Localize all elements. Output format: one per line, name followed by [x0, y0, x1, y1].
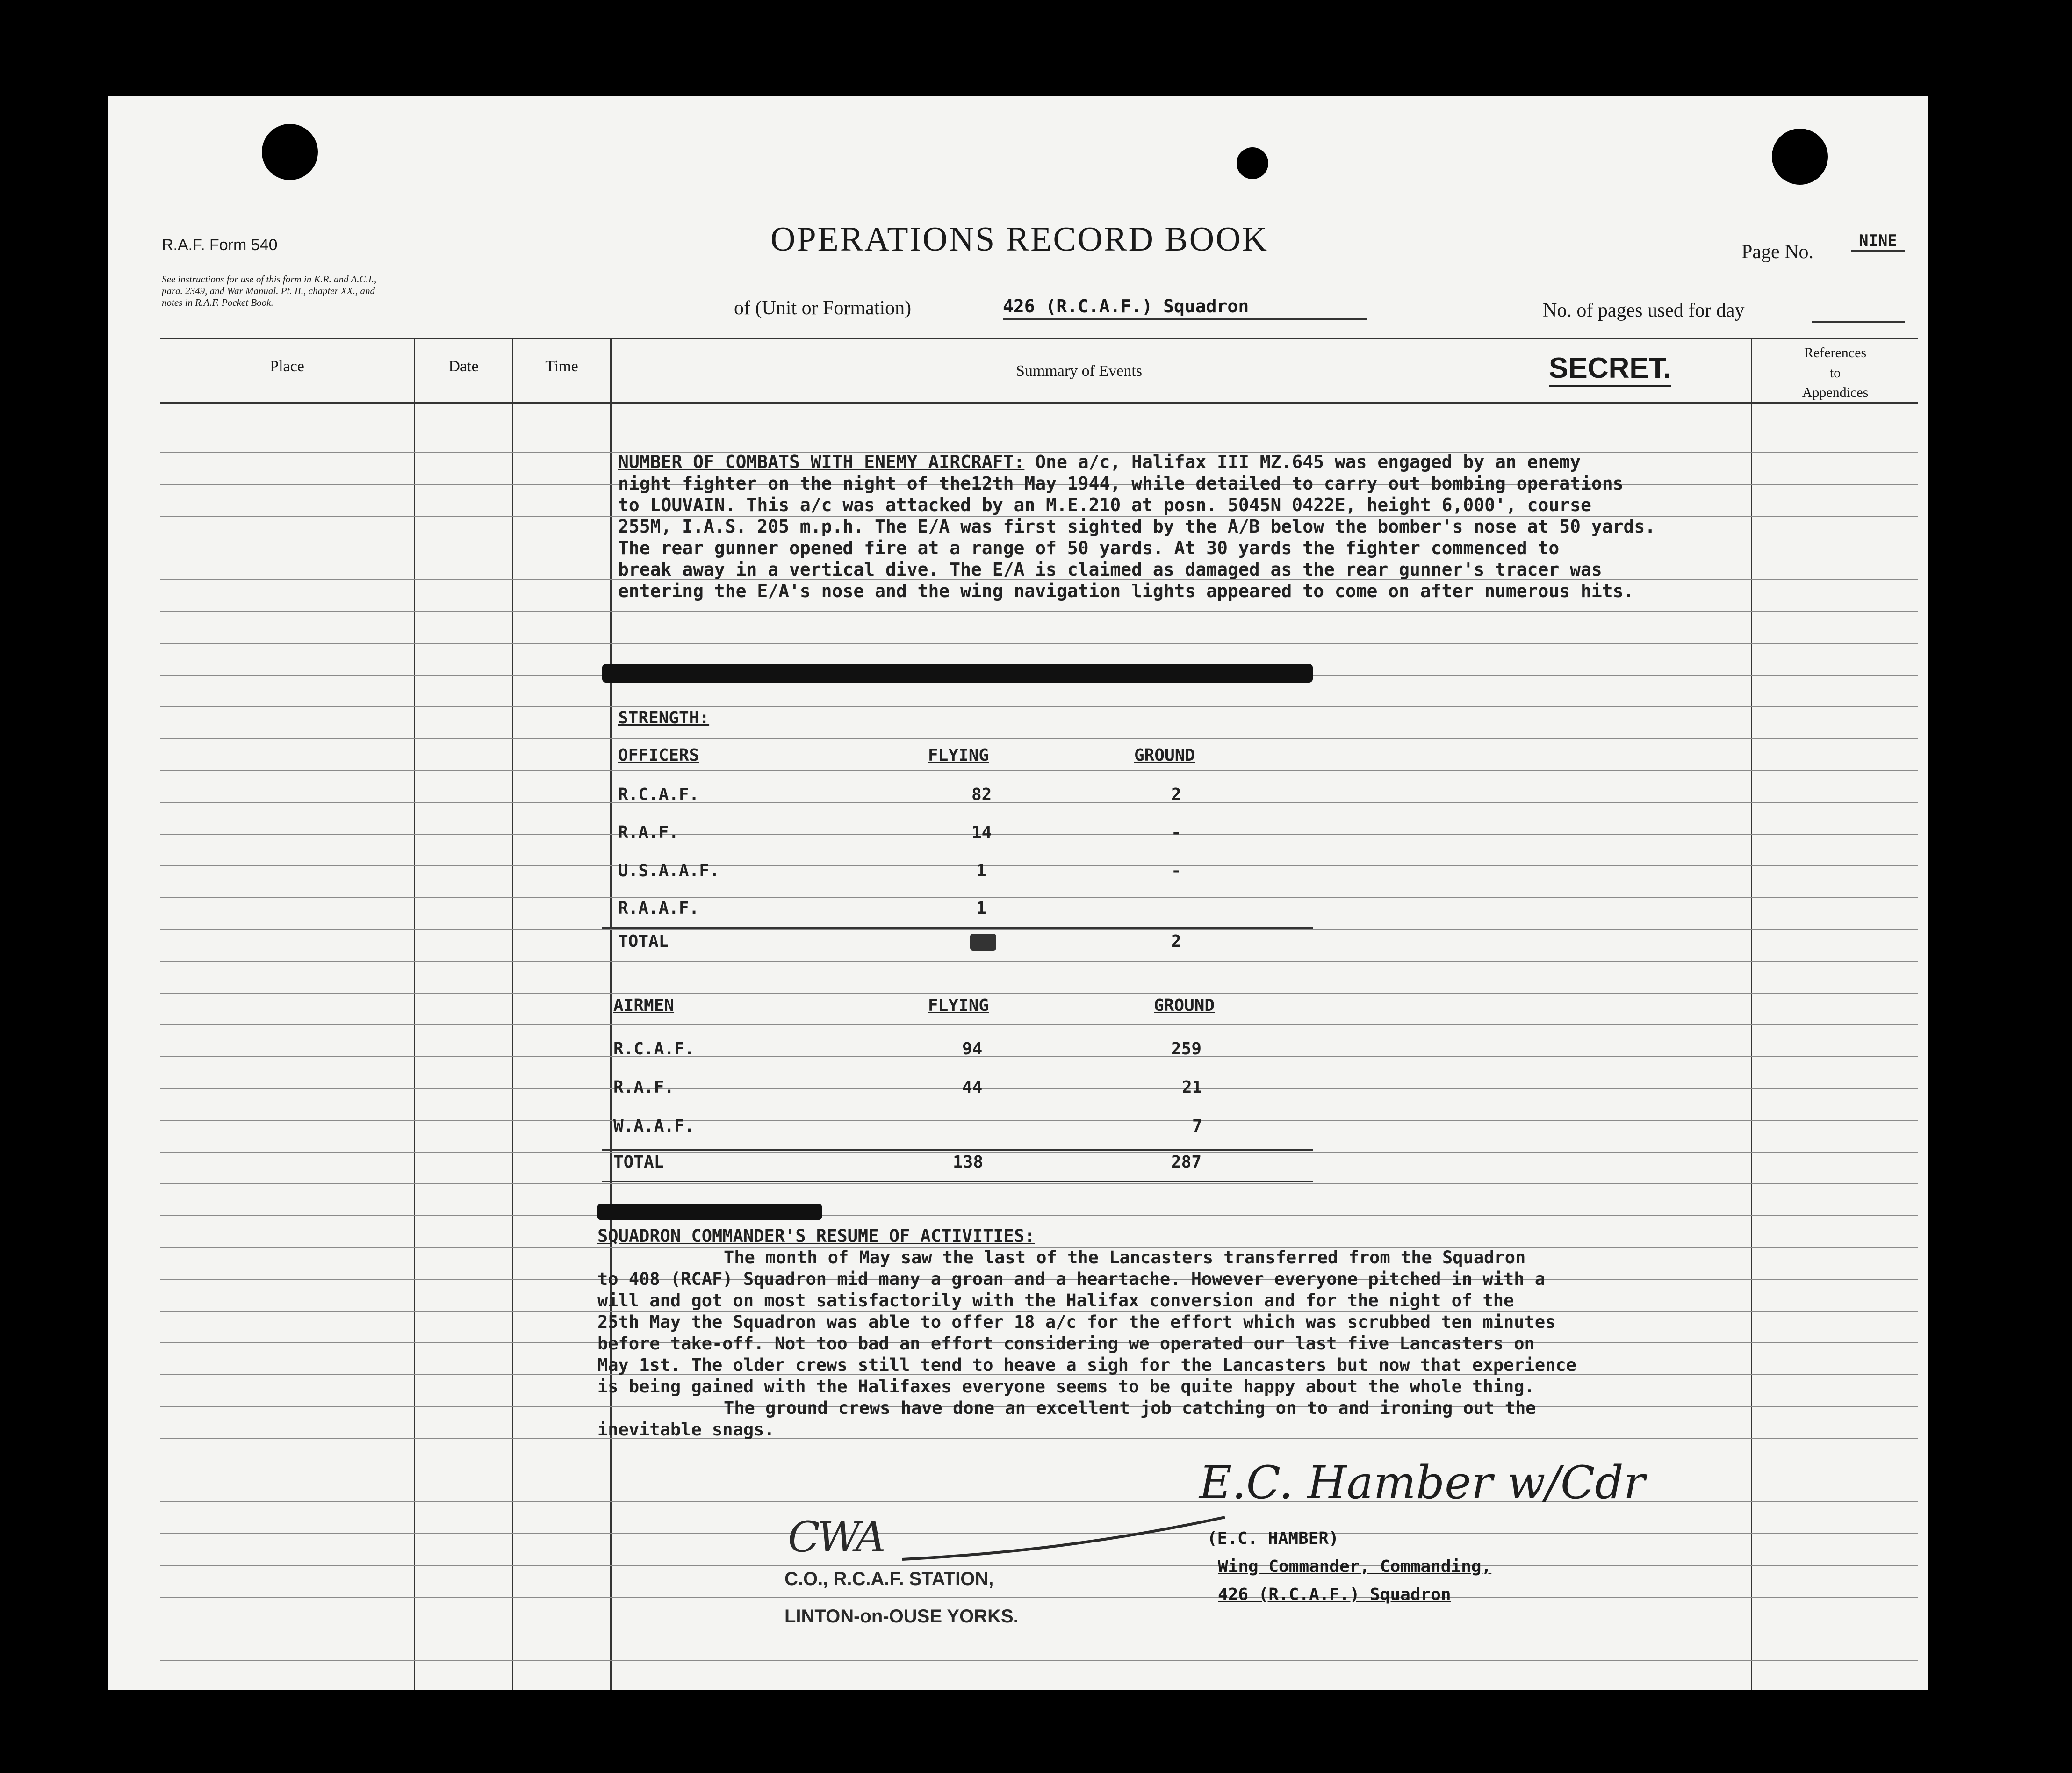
ledger-rule: [160, 738, 1918, 739]
page-title: OPERATIONS RECORD BOOK: [770, 220, 1269, 259]
airmen-row-2-ground: 21: [1182, 1078, 1202, 1097]
officers-total-flying-obscured: [970, 934, 996, 951]
commander-rank: Wing Commander, Commanding,: [1218, 1557, 1492, 1576]
combat-line-6: break away in a vertical dive. The E/A is claimed as damaged as the rear gunner's tracer was: [618, 559, 1602, 580]
ledger-rule: [160, 1183, 1918, 1184]
airmen-total-label: TOTAL: [613, 1153, 664, 1172]
ledger-rule: [160, 1501, 1918, 1502]
punch-hole-left: [262, 124, 318, 180]
airmen-total-flying: 138: [953, 1153, 984, 1172]
ledger-rule: [160, 802, 1918, 803]
commander-signature: E.C. Hamber w/Cdr: [1199, 1456, 1645, 1509]
ledger-rule: [160, 929, 1918, 930]
officers-row-1-name: R.C.A.F.: [618, 785, 699, 804]
ledger-rule: [160, 1088, 1918, 1089]
instructions-line-3: notes in R.A.F. Pocket Book.: [162, 297, 273, 308]
resume-line-5: before take-off. Not too bad an effort considering we operated our last five Lancasters on: [597, 1333, 1535, 1354]
commander-unit: 426 (R.C.A.F.) Squadron: [1218, 1585, 1451, 1604]
punch-hole-center: [1237, 147, 1268, 179]
column-date: Date: [448, 358, 479, 375]
ledger-rule: [160, 1215, 1918, 1216]
references-column-divider: [1751, 338, 1752, 1690]
officers-total-rule: [602, 927, 1313, 929]
officers-row-4-name: R.A.A.F.: [618, 899, 699, 918]
ledger-rule: [160, 865, 1918, 866]
ledger-rule: [160, 611, 1918, 612]
unit-label: of (Unit or Formation): [734, 297, 912, 319]
table-header-rule: [160, 402, 1918, 404]
combat-line-1: [618, 451, 1655, 473]
officers-row-1-flying: 82: [971, 785, 992, 804]
resume-section: [597, 1225, 1576, 1441]
resume-line-9: inevitable snags.: [597, 1420, 775, 1440]
ledger-rule: [160, 897, 1918, 898]
ledger-rule: [160, 1152, 1918, 1153]
pages-used-label: No. of pages used for day: [1543, 300, 1745, 321]
officers-row-1-ground: 2: [1171, 785, 1181, 804]
resume-line-7: is being gained with the Halifaxes everyone seems to be quite happy about the whole thing.: [597, 1377, 1535, 1397]
column-summary: Summary of Events: [1015, 362, 1143, 380]
secret-marking: SECRET.: [1549, 352, 1671, 387]
combat-line-7: entering the E/A's nose and the wing navigation lights appeared to come on after numerous hits.: [618, 581, 1634, 601]
resume-line-3: will and got on most satisfactorily with the Halifax conversion and for the night of the: [597, 1290, 1514, 1311]
redaction-bar: [602, 664, 1313, 683]
officers-flying-header: FLYING: [928, 746, 989, 765]
officers-total-label: TOTAL: [618, 932, 669, 951]
form-sheet: [108, 96, 1928, 1690]
airmen-ground-header: GROUND: [1154, 996, 1215, 1015]
resume-line-4: 25th May the Squadron was able to offer 18 a/c for the effort which was scrubbed ten minutes: [597, 1312, 1556, 1332]
ledger-rule: [160, 961, 1918, 962]
station-stamp-line-1: C.O., R.C.A.F. STATION,: [784, 1569, 994, 1589]
place-column-divider: [414, 338, 415, 1690]
signature-flourish: [898, 1508, 1234, 1569]
combat-line-4: 255M, I.A.S. 205 m.p.h. The E/A was first sighted by the A/B below the bomber's nose at 50 yards.: [618, 516, 1656, 537]
officers-row-4-flying: 1: [976, 899, 986, 918]
combat-heading: NUMBER OF COMBATS WITH ENEMY AIRCRAFT:: [618, 452, 1025, 472]
station-stamp-line-2: LINTON-on-OUSE YORKS.: [784, 1606, 1019, 1627]
ledger-rule: [160, 706, 1918, 707]
time-column-divider: [610, 338, 612, 1690]
ledger-rule: [160, 643, 1918, 644]
airmen-row-1-ground: 259: [1171, 1039, 1202, 1059]
officers-row-2-name: R.A.F.: [618, 823, 679, 842]
airmen-row-1-flying: 94: [962, 1039, 983, 1059]
officers-label: OFFICERS: [618, 746, 699, 765]
officers-row-3-name: U.S.A.A.F.: [618, 861, 719, 880]
combat-line-5: The rear gunner opened fire at a range of 50 yards. At 30 yards the fighter commenced to: [618, 538, 1560, 558]
page-number-label: Page No.: [1741, 241, 1813, 263]
airmen-row-2-flying: 44: [962, 1078, 983, 1097]
officers-row-3-flying: 1: [976, 861, 986, 880]
resume-line-1: The month of May saw the last of the Lancasters transferred from the Squadron: [724, 1247, 1526, 1268]
ledger-rule: [160, 1024, 1918, 1025]
airmen-row-3-name: W.A.A.F.: [613, 1117, 695, 1136]
airmen-label: AIRMEN: [613, 996, 675, 1015]
instructions-line-2: para. 2349, and War Manual. Pt. II., chapter XX., and: [162, 285, 375, 296]
column-references-line-2: to: [1829, 365, 1841, 381]
airmen-total-ground: 287: [1171, 1153, 1202, 1172]
combat-line-2: night fighter on the night of the12th May 1944, while detailed to carry out bombing operations: [618, 473, 1624, 494]
airmen-flying-header: FLYING: [928, 996, 989, 1015]
ledger-rule: [160, 770, 1918, 771]
ledger-rule: [160, 1597, 1918, 1598]
strength-heading: STRENGTH:: [618, 708, 710, 728]
ledger-rule: [160, 1056, 1918, 1057]
officers-total-ground: 2: [1171, 932, 1181, 951]
combat-line-3: to LOUVAIN. This a/c was attacked by an M.E.210 at posn. 5045N 0422E, height 6,000', course: [618, 495, 1591, 515]
ledger-rule: [160, 1120, 1918, 1121]
resume-line-6: May 1st. The older crews still tend to heave a sigh for the Lancasters but now that experience: [597, 1355, 1576, 1375]
resume-heading: SQUADRON COMMANDER'S RESUME OF ACTIVITIES:: [597, 1226, 1035, 1246]
table-top-rule: [160, 338, 1918, 339]
redaction-bar-small: [597, 1204, 822, 1220]
officers-row-3-ground: -: [1171, 861, 1181, 880]
commander-name: (E.C. HAMBER): [1207, 1529, 1339, 1548]
ledger-rule: [160, 834, 1918, 835]
combat-section: [618, 451, 1655, 602]
pages-used-blank: [1812, 321, 1905, 323]
column-place: Place: [270, 358, 304, 375]
airmen-row-2-name: R.A.F.: [613, 1078, 675, 1097]
column-references-line-1: References: [1804, 345, 1867, 360]
date-column-divider: [512, 338, 513, 1690]
resume-line-2: to 408 (RCAF) Squadron mid many a groan and a heartache. However everyone pitched in with a: [597, 1269, 1546, 1289]
co-initials-signature: CWA: [788, 1513, 883, 1562]
airmen-total-rule: [602, 1149, 1313, 1151]
column-time: Time: [545, 358, 578, 375]
officers-ground-header: GROUND: [1134, 746, 1195, 765]
airmen-total-bottom-rule: [602, 1181, 1313, 1182]
instructions-line-1: See instructions for use of this form in K.R. and A.C.I.,: [162, 274, 377, 285]
column-references-line-3: Appendices: [1802, 385, 1869, 400]
officers-row-2-flying: 14: [971, 823, 992, 842]
page-number-value: NINE: [1851, 231, 1905, 252]
combat-line-1-text: One a/c, Halifax III MZ.645 was engaged by an enemy: [1035, 452, 1581, 472]
ledger-rule: [160, 1660, 1918, 1661]
ledger-rule: [160, 993, 1918, 994]
airmen-row-1-name: R.C.A.F.: [613, 1039, 695, 1059]
resume-line-8: The ground crews have done an excellent job catching on to and ironing out the: [724, 1398, 1536, 1418]
punch-hole-right: [1772, 129, 1828, 185]
form-id: R.A.F. Form 540: [162, 236, 278, 254]
officers-row-2-ground: -: [1171, 823, 1181, 842]
unit-value: 426 (R.C.A.F.) Squadron: [1003, 296, 1367, 320]
airmen-row-3-ground: 7: [1192, 1117, 1202, 1136]
